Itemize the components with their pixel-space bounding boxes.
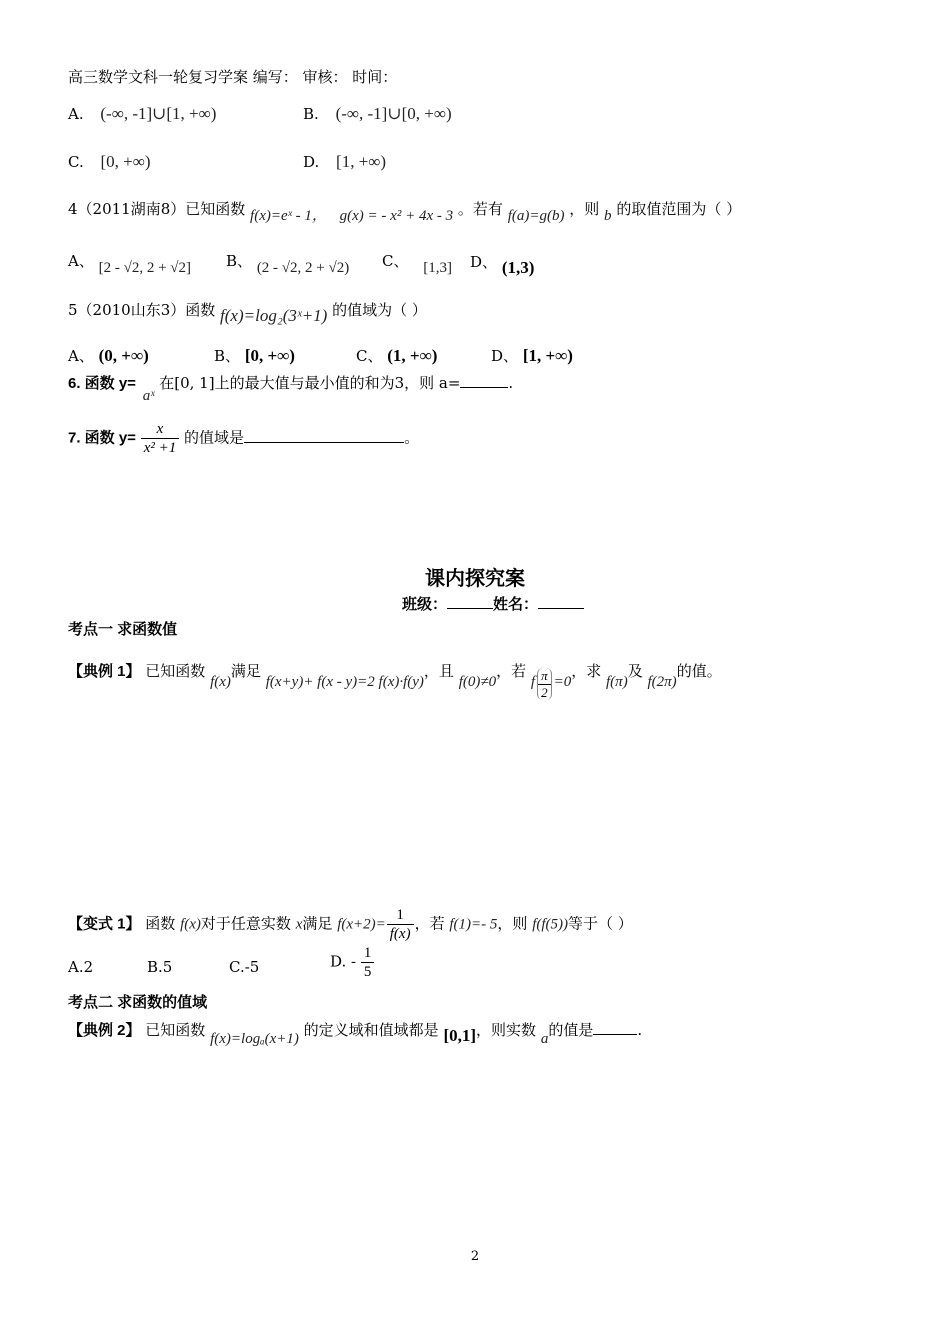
question-6 — [68, 374, 514, 404]
var1-option-a: A.2 — [68, 958, 94, 976]
class-name-line — [402, 596, 584, 614]
ex1-pi-fraction — [537, 668, 552, 700]
ex1-text-a: 已知函数 — [145, 662, 206, 681]
option-value: (1,3) — [501, 258, 535, 277]
example-2 — [68, 1020, 643, 1047]
fraction-denominator: f(x) — [389, 926, 411, 942]
q6-func: aˣ — [142, 388, 155, 404]
q4-cond: f(a)=g(b) — [507, 208, 565, 224]
option-label: B、 — [214, 347, 241, 365]
option-label: A、 — [68, 347, 94, 365]
q7-suffix: 的值域是 — [184, 428, 245, 447]
q3-option-a — [68, 104, 216, 124]
option-value: (2 - √2, 2 + √2) — [256, 260, 350, 276]
option-label: B. — [303, 105, 319, 123]
q7-answer-blank[interactable] — [244, 442, 404, 443]
var1-x: x — [295, 916, 303, 933]
q7-end: 。 — [404, 428, 420, 447]
var1-ff: f(f(5)) — [532, 916, 569, 933]
ex2-text-b: 的定义域和值域都是 — [303, 1021, 439, 1039]
fraction-denominator: x² +1 — [143, 440, 177, 456]
option-value: [1,3] — [423, 260, 453, 276]
section-title: 课内探究案 — [425, 566, 525, 590]
var1-option-d — [330, 944, 374, 981]
class-label: 班级： — [402, 596, 448, 613]
option-label: A、 — [68, 252, 94, 270]
q5-option-b — [214, 346, 295, 366]
var1-text-c: 满足 — [302, 914, 333, 933]
ex1-text-d: ，若 — [496, 662, 527, 681]
var1-option-d-fraction — [361, 944, 375, 981]
q4-var: b — [604, 208, 612, 224]
fraction-denominator: 2 — [541, 684, 548, 700]
class-blank[interactable] — [447, 608, 493, 609]
q3-option-b — [303, 104, 452, 124]
ex1-end: 的值。 — [676, 662, 722, 681]
q3-option-d — [303, 152, 386, 172]
option-value: [1, +∞) — [522, 346, 573, 365]
fraction-numerator: x — [141, 420, 180, 439]
ex1-zero: =0 — [553, 674, 572, 691]
var1-fraction — [387, 906, 414, 943]
example-1: 【典例 1】 已知函数 f(x)满足 f(x+y)+ f(x - y)=2 f(x)·f(y)，且 f(0)≠0，若 f $\frac{\pi}{2}$ =0，求 f(π)及 f(2π)的值。 — [68, 662, 722, 700]
q5-option-d — [491, 346, 573, 366]
ex2-func: f(x)=logₐ(x+1) — [210, 1031, 299, 1047]
q3-option-c — [68, 152, 151, 172]
ex1-cond: f(0)≠0 — [458, 674, 497, 691]
fraction-numerator: π — [538, 668, 551, 685]
q5-func: f(x)=log₂(3ˣ+1) — [220, 306, 328, 325]
q4-then: ，则 — [569, 200, 600, 218]
var1-option-b: B.5 — [147, 958, 173, 976]
option-value: (1, +∞) — [387, 346, 438, 365]
var1-text-d: ，若 — [414, 914, 445, 933]
var1-option-c: C.-5 — [229, 958, 260, 976]
ex1-f-pi: f(π) — [606, 674, 628, 691]
name-label: 姓名： — [493, 596, 539, 613]
question-7 — [68, 420, 419, 457]
q4-suffix: 的取值范围为（ ） — [616, 200, 742, 218]
ex2-answer-blank[interactable] — [593, 1034, 637, 1035]
ex1-f: f(x) — [210, 674, 231, 691]
ex2-end: . — [637, 1021, 643, 1039]
option-label: C. — [68, 153, 84, 171]
page-header: 高三数学文科一轮复习学案 编写： 审核： 时间： — [68, 68, 398, 86]
example-label: 【典例 2】 — [68, 1022, 141, 1039]
option-value: [0, +∞) — [244, 346, 295, 365]
q5-suffix: 的值域为（ ） — [332, 301, 427, 319]
q5-option-a — [68, 346, 149, 366]
option-value: [2 - √2, 2 + √2] — [98, 260, 192, 276]
ex1-equation: f(x+y)+ f(x - y)=2 f(x)·f(y) — [265, 674, 424, 691]
example-label: 【典例 1】 — [68, 663, 141, 681]
ex2-text-c: ，则实数 — [476, 1021, 537, 1039]
option-label: D. — [303, 153, 320, 171]
var1-end: 等于（ ） — [568, 914, 633, 933]
var1-text-b: 对于任意实数 — [200, 914, 291, 933]
var1-text-e: ，则 — [497, 914, 528, 933]
option-label: D、 — [470, 253, 498, 271]
option-value: (0, +∞) — [98, 346, 149, 365]
q7-fraction — [141, 420, 180, 457]
fraction-numerator: 1 — [361, 944, 375, 963]
ex2-interval: [0,1] — [443, 1026, 477, 1045]
q7-prefix: 7. 函数 y= — [68, 429, 136, 447]
option-value: (-∞, -1]∪[0, +∞) — [335, 104, 452, 123]
page-number: 2 — [470, 1249, 480, 1264]
q5-prefix: 5（2010山东3）函数 — [68, 301, 216, 319]
option-value: [1, +∞) — [336, 152, 387, 171]
option-label: D. - — [330, 952, 357, 971]
ex1-text-e: ，求 — [571, 662, 602, 681]
ex2-var: a — [540, 1031, 549, 1047]
ex2-text-d: 的值是 — [548, 1021, 594, 1039]
question-4 — [68, 200, 742, 224]
var1-text-a: 函数 — [145, 914, 176, 933]
q4-option-a — [68, 252, 192, 276]
q4-option-c — [382, 252, 453, 276]
topic-1-heading: 考点一 求函数值 — [68, 621, 178, 638]
option-value: [0, +∞) — [100, 152, 151, 171]
q6-end: . — [508, 374, 514, 392]
option-label: B、 — [226, 252, 253, 270]
q4-f-func: f(x)=eˣ - 1， — [250, 208, 327, 224]
q4-option-b — [226, 252, 350, 276]
option-value: (-∞, -1]∪[1, +∞) — [100, 104, 217, 123]
ex1-text-b: 满足 — [230, 662, 261, 681]
ex1-f-2pi: f(2π) — [647, 674, 677, 691]
ex2-text-a: 已知函数 — [145, 1021, 206, 1039]
q6-prefix: 6. 函数 y= — [68, 375, 136, 392]
option-label: D、 — [491, 347, 519, 365]
variation-1 — [68, 906, 633, 943]
question-5 — [68, 300, 427, 325]
fraction-denominator: 5 — [363, 964, 372, 980]
option-label: C、 — [382, 252, 409, 270]
q6-answer-blank[interactable] — [460, 387, 508, 388]
option-label: C、 — [356, 347, 383, 365]
variation-label: 【变式 1】 — [68, 915, 141, 933]
ex1-and: 及 — [627, 662, 643, 681]
q5-option-c — [356, 346, 437, 366]
q4-option-d — [470, 252, 535, 277]
var1-eq: f(x+2)= — [337, 916, 386, 933]
q4-mid: 。若有 — [457, 200, 503, 218]
fraction-numerator: 1 — [387, 906, 414, 925]
q4-prefix: 4（2011湖南8）已知函数 — [68, 200, 246, 218]
q6-suffix: 在[0, 1]上的最大值与最小值的和为3，则 a= — [159, 374, 461, 392]
ex1-text-c: ，且 — [423, 662, 454, 681]
q4-g-func: g(x) = - x² + 4x - 3 — [339, 208, 454, 224]
name-blank[interactable] — [538, 608, 584, 609]
var1-cond: f(1)=- 5 — [449, 916, 498, 933]
topic-2-heading: 考点二 求函数的值域 — [68, 994, 208, 1011]
var1-f: f(x) — [180, 916, 201, 933]
option-label: A. — [68, 105, 84, 123]
